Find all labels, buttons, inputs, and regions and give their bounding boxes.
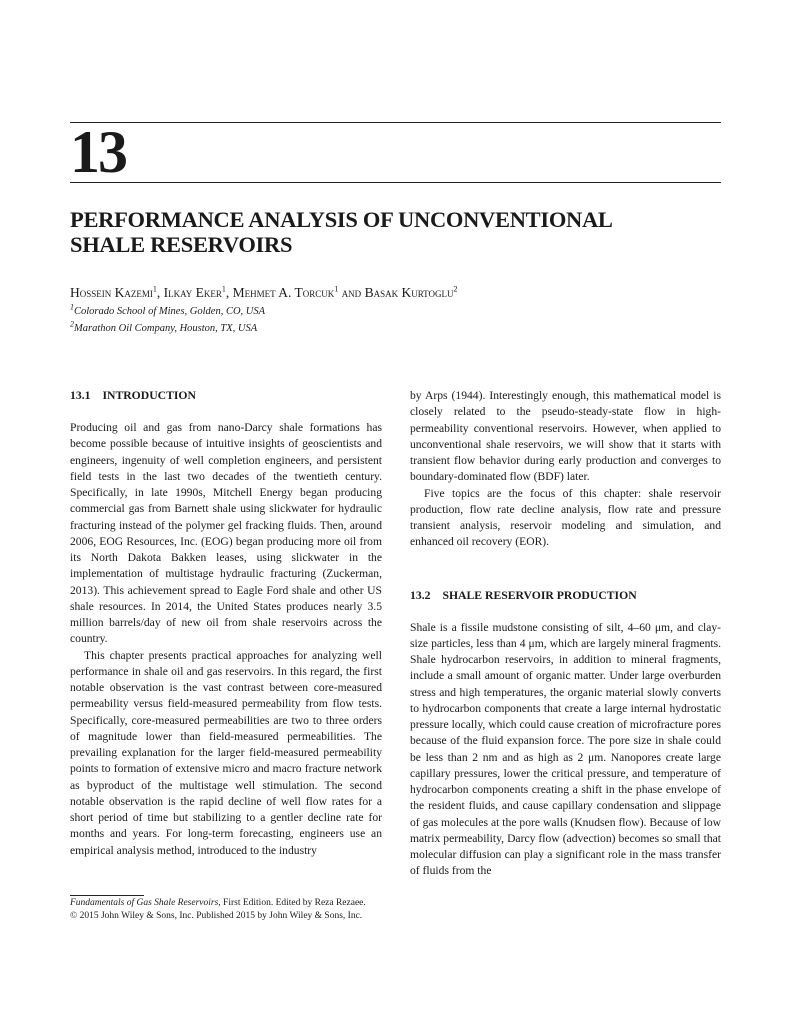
author-affiliation-mark: 1: [221, 284, 226, 294]
affiliation-mark: 1: [70, 302, 74, 312]
author-list: [70, 285, 458, 301]
footnote-edition: , First Edition. Edited by Reza Rezaee.: [218, 898, 366, 908]
affiliation-1: [70, 302, 266, 317]
footnote-copyright: © 2015 John Wiley & Sons, Inc. Published 2015 by John Wiley & Sons, Inc.: [70, 911, 363, 921]
author-affiliation-mark: 2: [453, 284, 458, 294]
chapter-top-rule: [70, 122, 721, 123]
footnote-book-info: [70, 898, 366, 908]
chapter-bottom-rule: [70, 182, 721, 183]
chapter-title: [70, 207, 721, 257]
author-conjunction: and: [338, 285, 365, 300]
footnote-book-title: Fundamentals of Gas Shale Reservoirs: [70, 898, 219, 908]
author-separator: ,: [225, 285, 233, 300]
footnote-rule: [70, 895, 144, 896]
affiliation-mark: 2: [70, 319, 74, 329]
author-name: Ilkay Eker: [163, 285, 222, 300]
affiliation-text: Marathon Oil Company, Houston, TX, USA: [74, 323, 258, 334]
section-heading-introduction: [70, 388, 382, 404]
author-affiliation-mark: 1: [334, 284, 339, 294]
left-column: [70, 388, 382, 859]
chapter-title-line1: PERFORMANCE ANALYSIS OF UNCONVENTIONAL: [70, 207, 613, 232]
section-number: 13.1: [70, 389, 91, 402]
section-title: INTRODUCTION: [102, 389, 196, 402]
intro-paragraph-2-continued: by Arps (1944). Interestingly enough, this mathematical model is closely related to the pseudo-steady-state flow in high-permeability conventional reservoirs. However, when applied to unconventional shale reservoirs, we will show that it starts with transient flow behavior during early production and converges to boundary-dominated flow (BDF) later.: [410, 389, 721, 484]
section-number: 13.2: [410, 588, 431, 602]
author-affiliation-mark: 1: [152, 284, 157, 294]
affiliation-text: Colorado School of Mines, Golden, CO, USA: [74, 306, 266, 317]
right-column: [410, 388, 721, 880]
author-name: Hossein Kazemi: [70, 285, 153, 300]
author-separator: ,: [156, 285, 164, 300]
section-heading-shale-production: [410, 588, 721, 604]
chapter-title-line2: SHALE RESERVOIRS: [70, 232, 293, 257]
intro-paragraph-3: Five topics are the focus of this chapter: shale reservoir production, flow rate decline analysis, flow rate and pressure transient analysis, reservoir modeling and simulation, and enhanced oil recovery (EOR).: [410, 486, 721, 549]
intro-paragraph-1: Producing oil and gas from nano-Darcy shale formations has become possible because of intuitive insights of geoscientists and engineers, ingenuity of well completion engineers, and persistent field tests in the last two decades of the twentieth century. Specifically, in late 1990s, Mitchell Energy began producing commercial gas from Barnett shale using slickwater for hydraulic fracturing instead of the polymer gel fracking fluids. Then, around 2006, EOG Resources, Inc. (EOG) began producing more oil from its North Dakota Bakken leases, using slickwater in the implementation of multistage hydraulic fracturing (Zuckerman, 2013). This achievement spread to Eagle Ford shale and other US shale resources. In 2014, the United States produces nearly 3.5 million barrels/day of new oil from shale reservoirs across the country.: [70, 421, 382, 646]
section-title: SHALE RESERVOIR PRODUCTION: [442, 588, 637, 602]
intro-paragraph-2: This chapter presents practical approaches for analyzing well performance in shale oil and gas reservoirs. In this regard, the first notable observation is the vast contrast between core-measured permeability versus field-measured permeability from flow tests. Specifically, core-measured permeabilities are two to three orders of magnitude lower than field-measured permeabilities. The prevailing explanation for the larger field-measured permeability points to formation of extensive micro and macro fracture network as byproduct of the multistage well stimulation. The second notable observation is the rapid decline of well flow rates for a short period of time but stabilizing to a gentler decline rate for months and years. For long-term forecasting, engineers use an empirical analysis method, introduced to the industry: [70, 648, 382, 857]
shale-paragraph-1: Shale is a fissile mudstone consisting of silt, 4–60 μm, and clay-size particles, less than 4 μm, which are largely mineral fragments. Shale hydrocarbon reservoirs, in addition to mineral fragments, include a small amount of organic matter. Under large overburden stress and high temperatures, the organic material slowly converts to hydrocarbon components that create a large internal hydrostatic pressure locally, which could cause creation of microfracture pores because of the fluid expansion force. The pore size in shale could be less than 2 nm and as high as 2 μm. Nanopores create large capillary pressures, lower the critical pressure, and temperature of hydrocarbon components creating a shift in the phase envelope of the resident fluids, and cause capillary condensation and slippage of gas molecules at the pore walls (Knudsen flow). Because of low matrix permeability, Darcy flow (advection) becomes so small that molecular diffusion can play a significant role in the mass transfer of fluids from the: [410, 620, 721, 878]
author-name: Mehmet A. Torcuk: [232, 285, 335, 300]
author-name: Basak Kurtoglu: [364, 285, 454, 300]
affiliation-2: [70, 319, 258, 334]
chapter-number: 13: [70, 119, 126, 185]
